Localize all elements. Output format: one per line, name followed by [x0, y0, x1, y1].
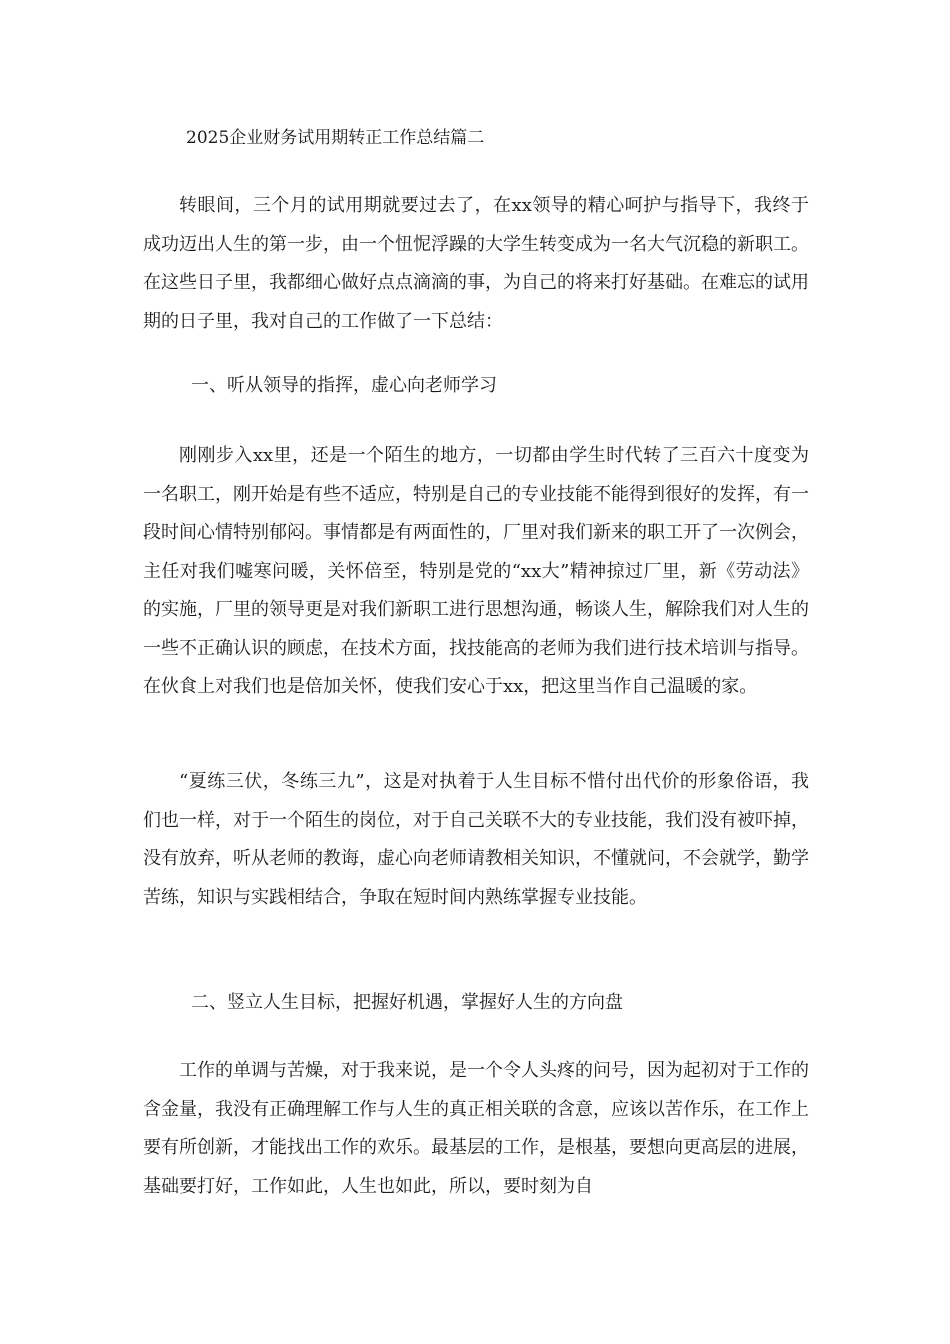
- section-heading-1: 一、听从领导的指挥，虚心向老师学习: [191, 375, 497, 396]
- paragraph-section2-part1: 工作的单调与苦燥，对于我来说，是一个令人头疼的问号，因为起初对于工作的含金量，我没有正确理解工作与人生的真正相关联的含意，应该以苦作乐，在工作上要有所创新，才能找出工作的欢乐。最基层的工作，是根基，要想向更高层的进展，基础要打好，工作如此，人生也如此，所以，要时刻为自: [143, 1060, 809, 1197]
- paragraph-intro: 转眼间，三个月的试用期就要过去了，在xx领导的精心呵护与指导下，我终于成功迈出人生的第一步，由一个忸怩浮躁的大学生转变成为一名大气沉稳的新职工。在这些日子里，我都细心做好点点滴滴的事，为自己的将来打好基础。在难忘的试用期的日子里，我对自己的工作做了一下总结：: [143, 195, 809, 332]
- section-heading-2: 二、竖立人生目标，把握好机遇，掌握好人生的方向盘: [191, 992, 623, 1013]
- paragraph-section1-part2: “夏练三伏，冬练三九”，这是对执着于人生目标不惜付出代价的形象俗语，我们也一样，对于一个陌生的岗位，对于自己关联不大的专业技能，我们没有被吓掉，没有放弃，听从老师的教诲，虚心向老师请教相关知识，不懂就问，不会就学，勤学苦练，知识与实践相结合，争取在短时间内熟练掌握专业技能。: [143, 771, 809, 908]
- paragraph-section1-part1: 刚刚步入xx里，还是一个陌生的地方，一切都由学生时代转了三百六十度变为一名职工，刚开始是有些不适应，特别是自己的专业技能不能得到很好的发挥，有一段时间心情特别郁闷。事情都是有两面性的，厂里对我们新来的职工开了一次例会，主任对我们嘘寒问暖，关怀倍至，特别是党的“xx大”精神掠过厂里，新《劳动法》的实施，厂里的领导更是对我们新职工进行思想沟通，畅谈人生，解除我们对人生的一些不正确认识的顾虑，在技术方面，找技能高的老师为我们进行技术培训与指导。在伙食上对我们也是倍加关怀，使我们安心于xx，把这里当作自己温暖的家。: [143, 445, 809, 697]
- document-title: 2025企业财务试用期转正工作总结篇二: [186, 128, 485, 148]
